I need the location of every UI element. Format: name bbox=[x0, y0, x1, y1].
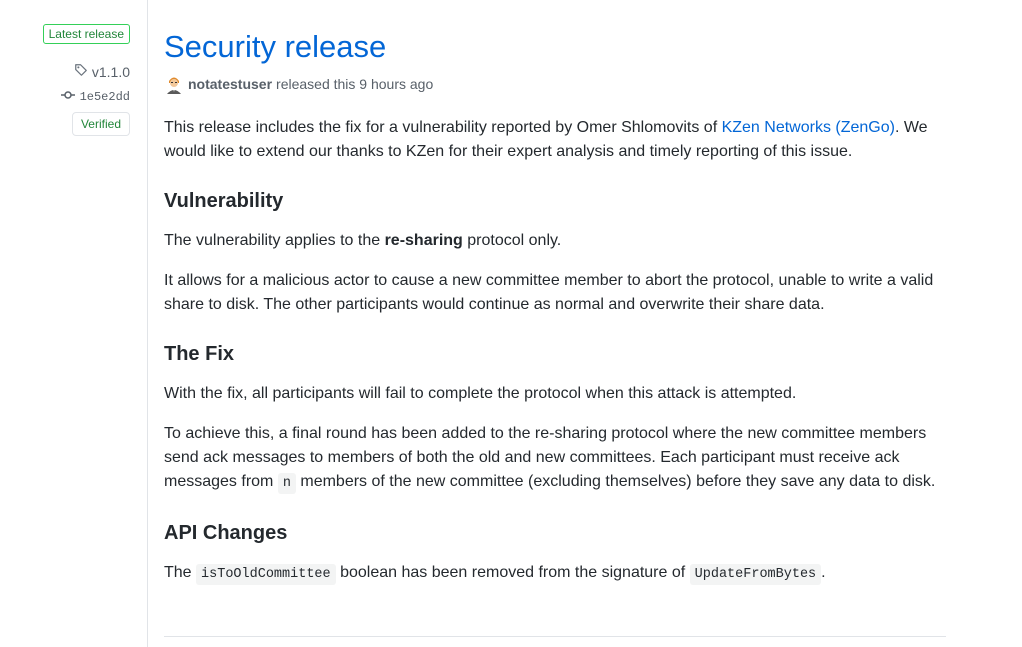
verified-badge[interactable]: Verified bbox=[72, 112, 130, 136]
release-byline bbox=[164, 74, 948, 94]
avatar[interactable] bbox=[164, 74, 184, 94]
content-divider bbox=[164, 636, 946, 637]
release-title[interactable]: Security release bbox=[164, 29, 387, 64]
tag-link[interactable] bbox=[74, 63, 130, 81]
heading-fix: The Fix bbox=[164, 343, 235, 365]
code-n: n bbox=[278, 473, 296, 494]
code-updatefrombytes: UpdateFromBytes bbox=[690, 564, 822, 585]
release-sidebar bbox=[0, 0, 148, 647]
release-time-text: released this 9 hours ago bbox=[276, 76, 434, 92]
code-istooldcommittee: isToOldCommittee bbox=[196, 564, 336, 585]
author-link[interactable]: notatestuser bbox=[188, 76, 273, 92]
heading-vulnerability: Vulnerability bbox=[164, 190, 284, 212]
commit-sha: 1e5e2dd bbox=[79, 90, 130, 104]
heading-api-changes: API Changes bbox=[164, 522, 288, 544]
kzen-link[interactable]: KZen Networks (ZenGo) bbox=[721, 119, 895, 136]
intro-paragraph: This release includes the fix for a vulnerability reported by Omer Shlomovits of KZen Networks (ZenGo). We would like to extend our thanks to KZen for their expert analysis and timely reporting of this issue. bbox=[164, 119, 928, 160]
latest-release-badge: Latest release bbox=[43, 24, 130, 44]
tag-icon bbox=[74, 63, 88, 81]
api-paragraph: The isToOldCommittee boolean has been removed from the signature of UpdateFromBytes . bbox=[164, 561, 948, 587]
tag-label: v1.1.0 bbox=[91, 64, 130, 80]
vulnerability-paragraph-1: The vulnerability applies to the re-sharing protocol only. bbox=[164, 232, 562, 249]
fix-paragraph-1: With the fix, all participants will fail to complete the protocol when this attack is attempted. bbox=[164, 385, 797, 402]
commit-link[interactable] bbox=[61, 89, 130, 106]
git-commit-icon bbox=[61, 89, 75, 106]
re-sharing-bold: re-sharing bbox=[384, 232, 463, 249]
fix-paragraph-2: To achieve this, a final round has been added to the re-sharing protocol where the new committee members send ack messages to members of both the old and new committees. Each participant must receive ack messages from n members of the new committee (excluding themselves) before they save any data to disk. bbox=[164, 422, 948, 496]
release-content bbox=[164, 26, 948, 587]
vulnerability-paragraph-2: It allows for a malicious actor to cause a new committee member to abort the protocol, unable to write a valid share to disk. The other participants would continue as normal and overwrite their share data. bbox=[164, 272, 934, 313]
